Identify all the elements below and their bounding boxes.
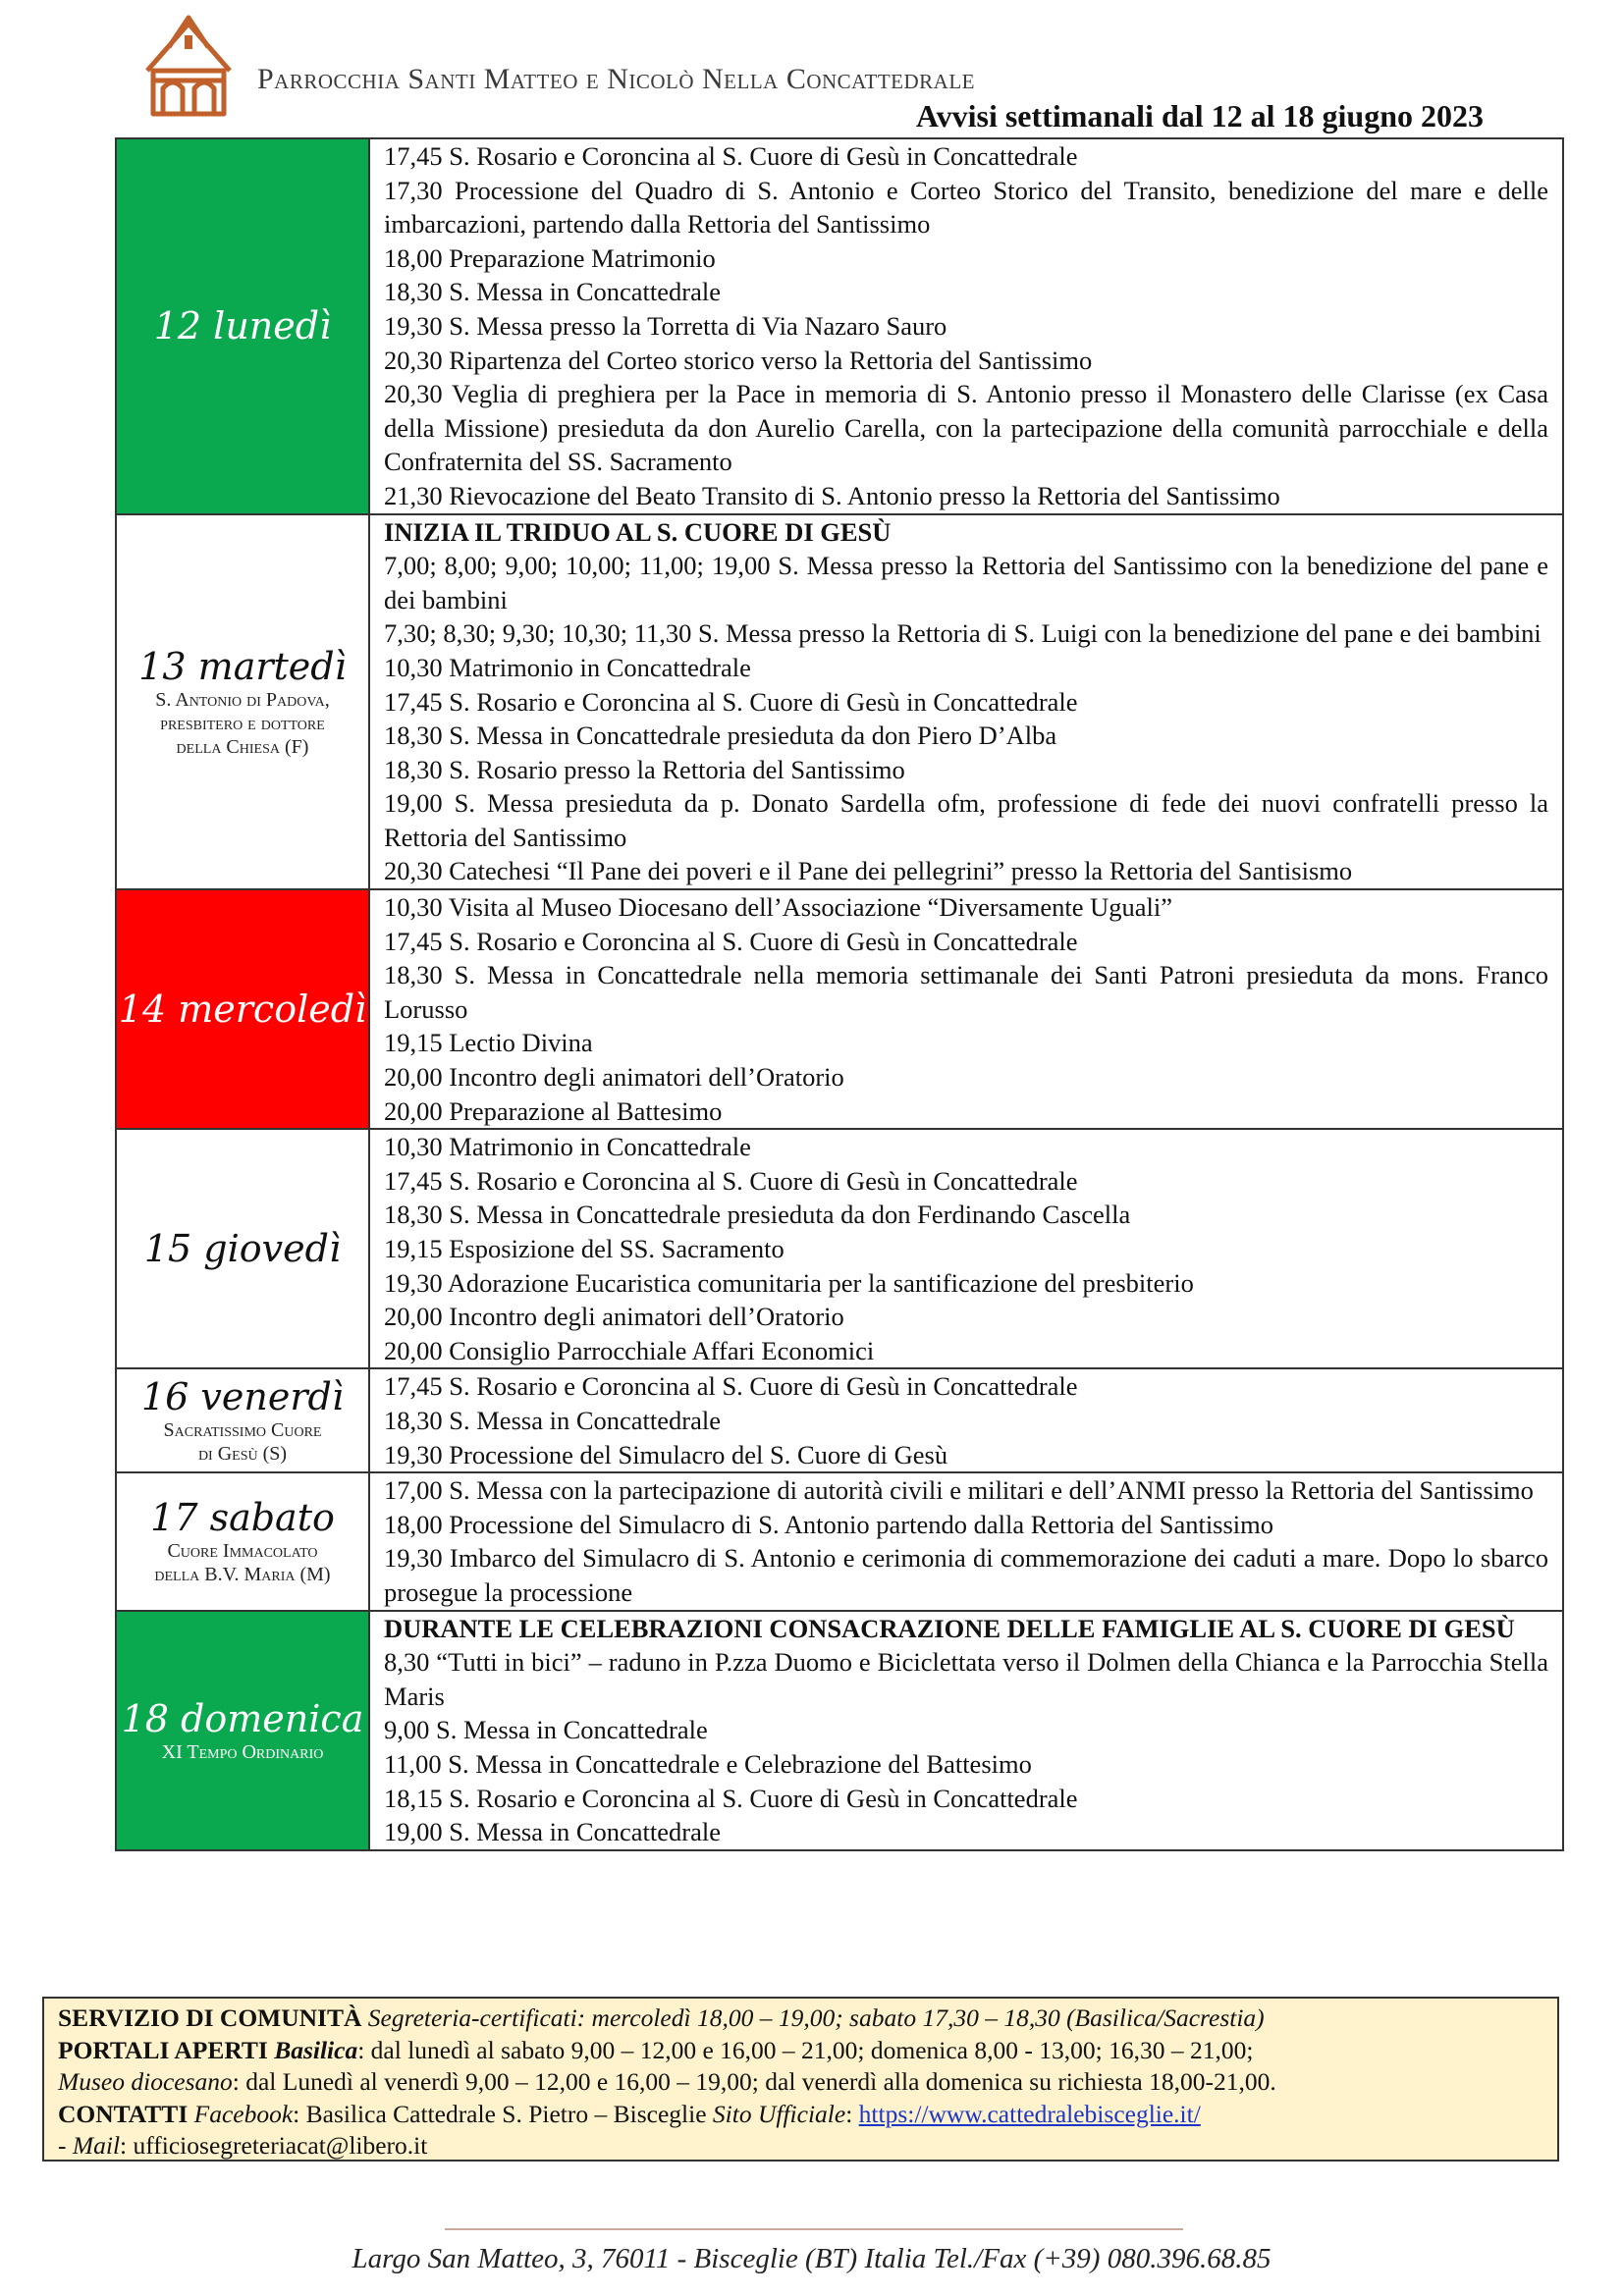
events-cell xyxy=(369,514,1563,890)
day-row xyxy=(116,514,1563,890)
day-cell xyxy=(116,1129,369,1368)
event-item: 20,00 Consiglio Parrocchiale Affari Economici xyxy=(384,1335,875,1365)
event-item: 19,30 Adorazione Eucaristica comunitaria per la santificazione del presbiterio xyxy=(384,1267,1194,1298)
event-item: 20,00 Incontro degli animatori dell’Oratorio xyxy=(384,1302,844,1332)
event-item: 20,30 Catechesi “Il Pane dei poveri e il Pane dei pellegrini” presso la Rettoria del Santisismo xyxy=(384,856,1353,886)
feast-label: Cuore Immacolato xyxy=(167,1540,318,1563)
servizio-line xyxy=(58,2002,1543,2035)
events-cell xyxy=(369,138,1563,514)
event-item: 9,00 S. Messa in Concattedrale xyxy=(384,1715,708,1745)
portali-basilica-text: : dal lunedì al sabato 9,00 – 12,00 e 16,00 – 21,00; domenica 8,00 - 13,00; 16,30 – 21,00; xyxy=(357,2035,1254,2064)
event-item: 19,30 S. Messa presso la Torretta di Via Nazaro Sauro xyxy=(384,310,947,341)
feast-label: presbitero e dottore xyxy=(160,712,325,734)
event-item: 19,00 S. Messa presieduta da p. Donato Sardella ofm, professione di fede dei nuovi confratelli presso la Rettoria del Santissimo xyxy=(384,788,1548,852)
event-item: 17,45 S. Rosario e Coroncina al S. Cuore di Gesù in Concattedrale xyxy=(384,1371,1078,1402)
contatti-line xyxy=(58,2099,1543,2131)
event-item: 18,30 S. Messa in Concattedrale presieduta da don Piero D’Alba xyxy=(384,721,1057,751)
mail-prefix: - xyxy=(58,2131,73,2160)
event-item: 20,30 Ripartenza del Corteo storico verso la Rettoria del Santissimo xyxy=(384,345,1093,375)
day-name: 16 venerdì xyxy=(141,1375,344,1419)
museo-line xyxy=(58,2066,1543,2099)
feast-label: XI Tempo Ordinario xyxy=(161,1740,324,1763)
day-name: 12 lunedì xyxy=(153,304,332,348)
footer-divider xyxy=(445,2228,1183,2230)
day-row xyxy=(116,1611,1563,1850)
event-item: 18,30 S. Messa in Concattedrale nella memoria settimanale dei Santi Patroni presieduta da mons. Franco Lorusso xyxy=(384,960,1548,1024)
event-item: 17,45 S. Rosario e Coroncina al S. Cuore di Gesù in Concattedrale xyxy=(384,686,1078,717)
website-link[interactable]: https://www.cattedralebisceglie.it/ xyxy=(858,2099,1201,2128)
day-cell xyxy=(116,1611,369,1850)
parish-name: Parrocchia Santi Matteo e Nicolò Nella Concattedrale xyxy=(257,63,975,95)
mail-text: : ufficiosegreteriacat@libero.it xyxy=(120,2131,428,2160)
events-cell xyxy=(369,889,1563,1129)
event-item: 20,00 Incontro degli animatori dell’Oratorio xyxy=(384,1062,844,1093)
day-row xyxy=(116,889,1563,1129)
event-item: 19,15 Lectio Divina xyxy=(384,1028,593,1058)
event-item: 17,45 S. Rosario e Coroncina al S. Cuore di Gesù in Concattedrale xyxy=(384,141,1078,171)
day-name: 18 domenica xyxy=(121,1696,364,1740)
sito-sep: : xyxy=(845,2099,853,2128)
day-row xyxy=(116,1368,1563,1472)
mail-label: Mail xyxy=(72,2131,121,2160)
contatti-label: CONTATTI xyxy=(58,2099,189,2128)
event-item: 10,30 Matrimonio in Concattedrale xyxy=(384,652,751,682)
events-cell xyxy=(369,1611,1563,1850)
event-item: 17,30 Processione del Quadro di S. Antonio e Corteo Storico del Transito, benedizione del mare e delle imbarcazioni, partendo dalla Rettoria del Santissimo xyxy=(384,175,1548,240)
event-item: 10,30 Visita al Museo Diocesano dell’Associazione “Diversamente Uguali” xyxy=(384,892,1172,923)
event-item: 7,30; 8,30; 9,30; 10,30; 11,30 S. Messa presso la Rettoria di S. Luigi con la benedizione del pane e dei bambini xyxy=(384,618,1542,649)
day-cell xyxy=(116,889,369,1129)
portali-line xyxy=(58,2035,1543,2067)
weekly-schedule-table xyxy=(115,137,1564,1851)
event-item: 20,30 Veglia di preghiera per la Pace in memoria di S. Antonio presso il Monastero delle Clarisse (ex Casa della Missione) presieduta da don Aurelio Carella, con la partecipazione della comunità parrocchiale e della Confraternita del SS. Sacramento xyxy=(384,379,1548,477)
feast-label: della B.V. Maria (M) xyxy=(154,1564,331,1586)
event-item: 18,30 S. Messa in Concattedrale presieduta da don Ferdinando Cascella xyxy=(384,1200,1131,1230)
church-logo-icon xyxy=(139,12,238,120)
day-cell xyxy=(116,1368,369,1472)
event-item: 18,30 S. Rosario presso la Rettoria del Santissimo xyxy=(384,754,905,784)
day-row xyxy=(116,1472,1563,1610)
sito-label: Sito Ufficiale xyxy=(712,2099,846,2128)
day-cell xyxy=(116,1472,369,1610)
event-item: 17,45 S. Rosario e Coroncina al S. Cuore di Gesù in Concattedrale xyxy=(384,1165,1078,1196)
day-cell xyxy=(116,514,369,890)
event-item: 8,30 “Tutti in bici” – raduno in P.zza Duomo e Biciclettata verso il Dolmen della Chianca e la Parrocchia Stella Maris xyxy=(384,1647,1548,1711)
event-item: INIZIA IL TRIDUO AL S. CUORE DI GESÙ xyxy=(384,516,892,547)
feast-label: S. Antonio di Padova, xyxy=(155,688,330,711)
day-row xyxy=(116,138,1563,514)
servizio-label: SERVIZIO DI COMUNITÀ xyxy=(58,2003,362,2032)
event-item: 19,15 Esposizione del SS. Sacramento xyxy=(384,1234,784,1263)
feast-label: di Gesù (S) xyxy=(197,1443,288,1466)
day-name: 13 martedì xyxy=(138,644,347,688)
event-item: DURANTE LE CELEBRAZIONI CONSACRAZIONE DELLE FAMIGLIE AL S. CUORE DI GESÙ xyxy=(384,1613,1515,1643)
events-cell xyxy=(369,1472,1563,1610)
feast-label: della Chiesa (F) xyxy=(176,735,309,758)
day-row xyxy=(116,1129,1563,1368)
portali-label: PORTALI APERTI xyxy=(58,2035,268,2064)
event-item: 19,00 S. Messa in Concattedrale xyxy=(384,1817,721,1847)
portali-basilica-label: Basilica xyxy=(274,2035,358,2064)
day-name: 14 mercoledì xyxy=(118,988,367,1032)
event-item: 19,30 Processione del Simulacro del S. Cuore di Gesù xyxy=(384,1439,948,1469)
event-item: 10,30 Matrimonio in Concattedrale xyxy=(384,1132,751,1162)
day-name: 15 giovedì xyxy=(143,1227,342,1271)
events-cell xyxy=(369,1129,1563,1368)
event-item: 17,00 S. Messa con la partecipazione di autorità civili e militari e dell’ANMI presso la Rettoria del Santissimo xyxy=(384,1475,1534,1506)
event-item: 7,00; 8,00; 9,00; 10,00; 11,00; 19,00 S. Messa presso la Rettoria del Santissimo con la benedizione del pane e dei bambini xyxy=(384,551,1548,614)
events-cell xyxy=(369,1368,1563,1472)
event-item: 18,00 Processione del Simulacro di S. Antonio partendo dalla Rettoria del Santissimo xyxy=(384,1509,1274,1539)
event-item: 20,00 Preparazione al Battesimo xyxy=(384,1095,723,1126)
event-item: 18,15 S. Rosario e Coroncina al S. Cuore di Gesù in Concattedrale xyxy=(384,1783,1078,1813)
event-item: 18,30 S. Messa in Concattedrale xyxy=(384,277,721,307)
museo-text: : dal Lunedì al venerdì 9,00 – 12,00 e 16,00 – 19,00; dal venerdì alla domenica su richiesta 18,00-21,00. xyxy=(232,2067,1276,2096)
museo-label: Museo diocesano xyxy=(58,2067,233,2096)
event-item: 19,30 Imbarco del Simulacro di S. Antonio e cerimonia di commemorazione dei caduti a mare. Dopo lo sbarco prosegue la processione xyxy=(384,1543,1548,1607)
notice-title: Avvisi settimanali dal 12 al 18 giugno 2023 xyxy=(915,98,1484,133)
event-item: 18,00 Preparazione Matrimonio xyxy=(384,242,716,273)
facebook-text: : Basilica Cattedrale S. Pietro – Bisceglie xyxy=(293,2099,707,2128)
servizio-text: Segreteria-certificati: mercoledì 18,00 – 19,00; sabato 17,30 – 18,30 (Basilica/Sacrestia) xyxy=(367,2003,1265,2032)
event-item: 17,45 S. Rosario e Coroncina al S. Cuore di Gesù in Concattedrale xyxy=(384,926,1078,956)
day-name: 17 sabato xyxy=(150,1496,335,1540)
feast-label: Sacratissimo Cuore xyxy=(163,1419,322,1442)
facebook-label: Facebook xyxy=(193,2099,294,2128)
event-item: 18,30 S. Messa in Concattedrale xyxy=(384,1405,721,1435)
event-item: 21,30 Rievocazione del Beato Transito di S. Antonio presso la Rettoria del Santissimo xyxy=(384,480,1280,510)
day-cell xyxy=(116,138,369,514)
event-item: 11,00 S. Messa in Concattedrale e Celebrazione del Battesimo xyxy=(384,1748,1032,1779)
mail-line xyxy=(58,2130,1543,2163)
address: Largo San Matteo, 3, 76011 - Bisceglie (BT) Italia Tel./Fax (+39) 080.396.68.85 xyxy=(352,2243,1271,2274)
info-box xyxy=(42,1997,1559,2162)
